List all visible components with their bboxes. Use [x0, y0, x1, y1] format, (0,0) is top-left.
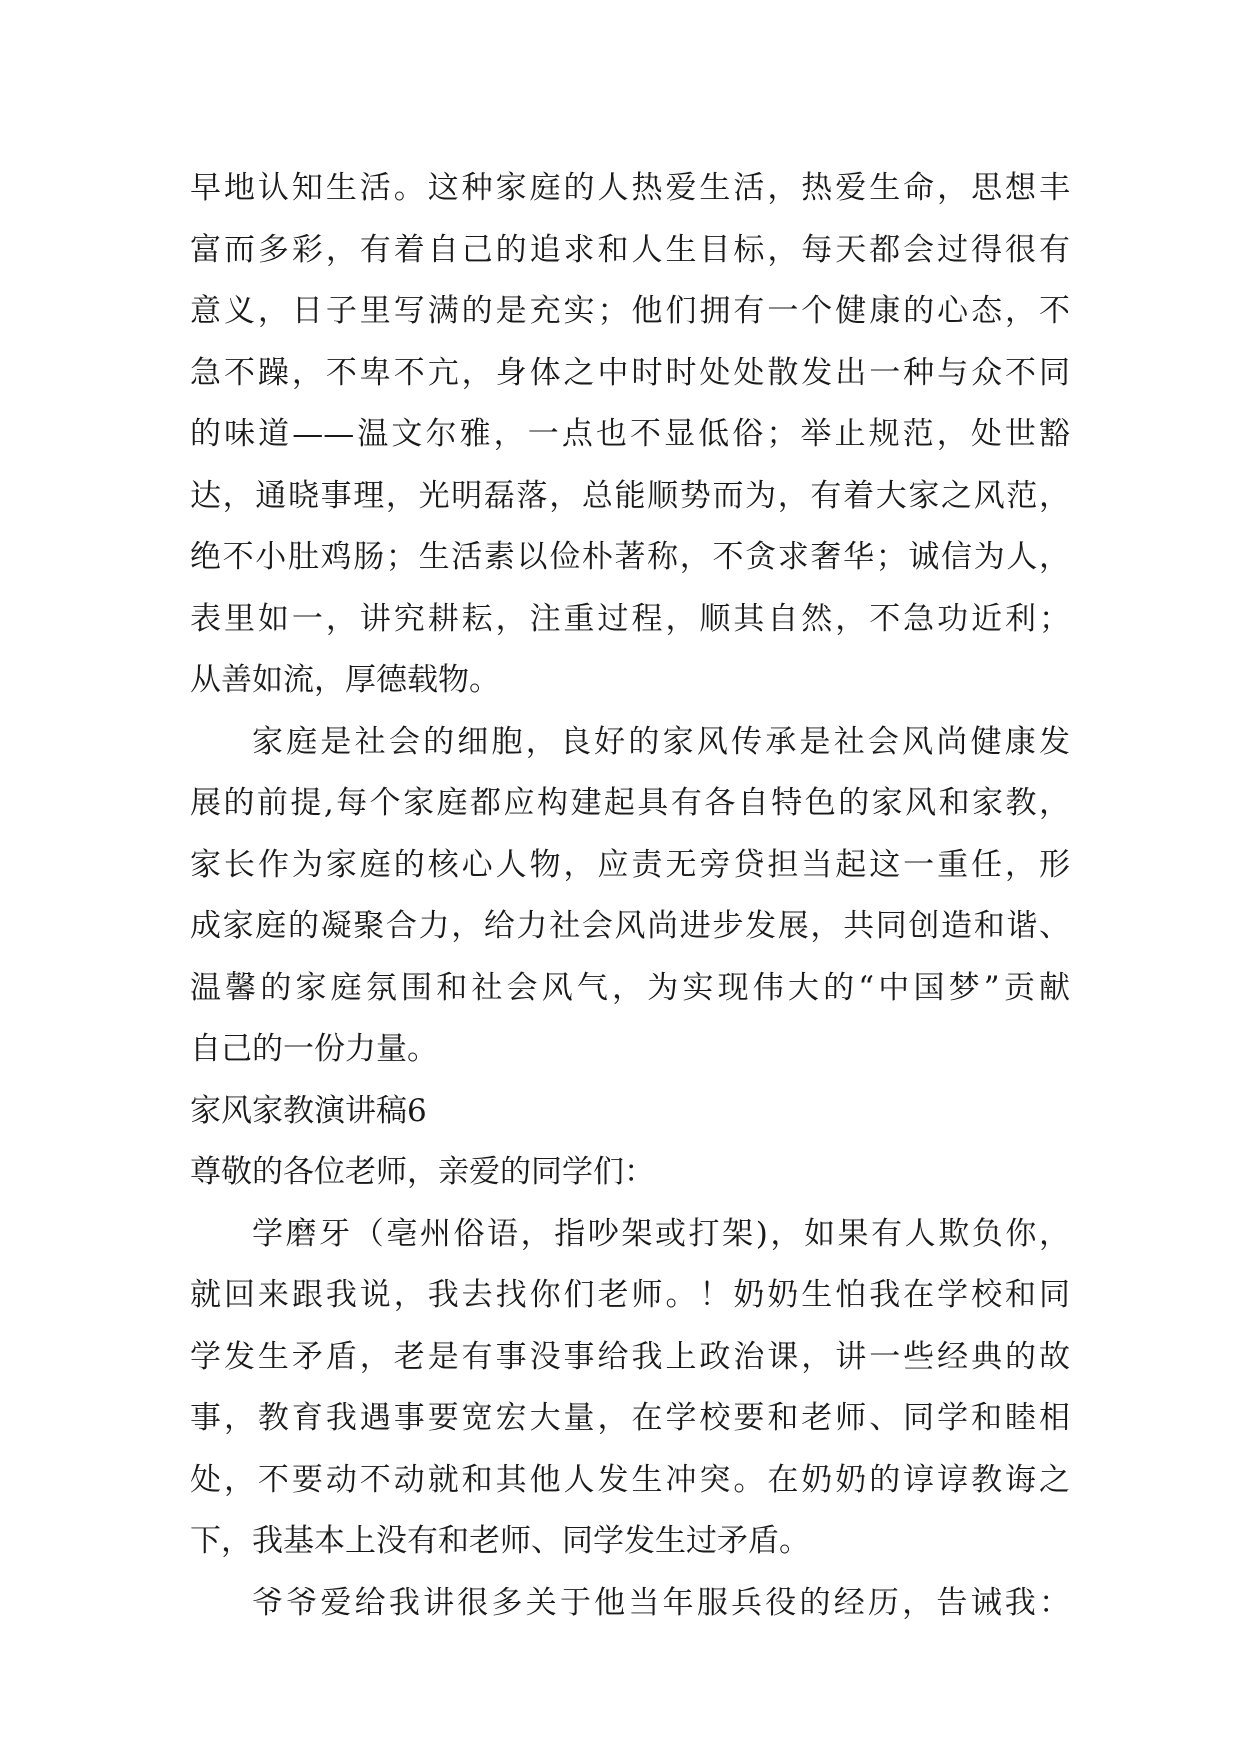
- text-line: 早地认知生活。这种家庭的人热爱生活，热爱生命，思想丰: [190, 170, 1070, 206]
- text-line: 自己的一份力量。: [190, 1031, 438, 1067]
- text-line: 从善如流，厚德载物。: [190, 662, 500, 698]
- text-line: 就回来跟我说，我去找你们老师。！奶奶生怕我在学校和同: [190, 1277, 1070, 1313]
- text-line: 成家庭的凝聚合力，给力社会风尚进步发展，共同创造和谐、: [190, 908, 1070, 944]
- document-body: [190, 158, 1070, 1634]
- paragraph-start-line: 家庭是社会的细胞，良好的家风传承是社会风尚健康发: [252, 723, 1070, 760]
- section-title: 家风家教演讲稿6: [190, 1092, 427, 1129]
- paragraph-start-line: 爷爷爱给我讲很多关于他当年服兵役的经历，告诫我：: [252, 1584, 1070, 1621]
- text-line: 达，通晓事理，光明磊落，总能顺势而为，有着大家之风范，: [190, 477, 1070, 514]
- text-line: 的味道——温文尔雅，一点也不显低俗；举止规范，处世豁: [190, 416, 1070, 452]
- text-line: 表里如一，讲究耕耘，注重过程，顺其自然，不急功近利；: [190, 600, 1070, 637]
- salutation-line: 尊敬的各位老师，亲爱的同学们：: [190, 1154, 655, 1190]
- text-line: 温馨的家庭氛围和社会风气，为实现伟大的“中国梦”贡献: [190, 969, 1070, 1006]
- text-line: 学发生矛盾，老是有事没事给我上政治课，讲一些经典的故: [190, 1338, 1070, 1375]
- text-line: 处，不要动不动就和其他人发生冲突。在奶奶的谆谆教诲之: [190, 1461, 1070, 1498]
- paragraph-start-line: 学磨牙（亳州俗语，指吵架或打架)，如果有人欺负你，: [252, 1215, 1070, 1252]
- text-line: 下，我基本上没有和老师、同学发生过矛盾。: [190, 1523, 810, 1559]
- text-line: 急不躁，不卑不亢，身体之中时时处处散发出一种与众不同: [190, 354, 1070, 391]
- text-line: 事，教育我遇事要宽宏大量，在学校要和老师、同学和睦相: [190, 1400, 1070, 1436]
- text-line: 展的前提,每个家庭都应构建起具有各自特色的家风和家教，: [190, 785, 1070, 821]
- text-line: 富而多彩，有着自己的追求和人生目标，每天都会过得很有: [190, 231, 1070, 268]
- text-line: 家长作为家庭的核心人物，应责无旁贷担当起这一重任，形: [190, 846, 1070, 883]
- text-line: 意义，日子里写满的是充实；他们拥有一个健康的心态，不: [190, 293, 1070, 329]
- text-line: 绝不小肚鸡肠；生活素以俭朴著称，不贪求奢华；诚信为人，: [190, 539, 1070, 575]
